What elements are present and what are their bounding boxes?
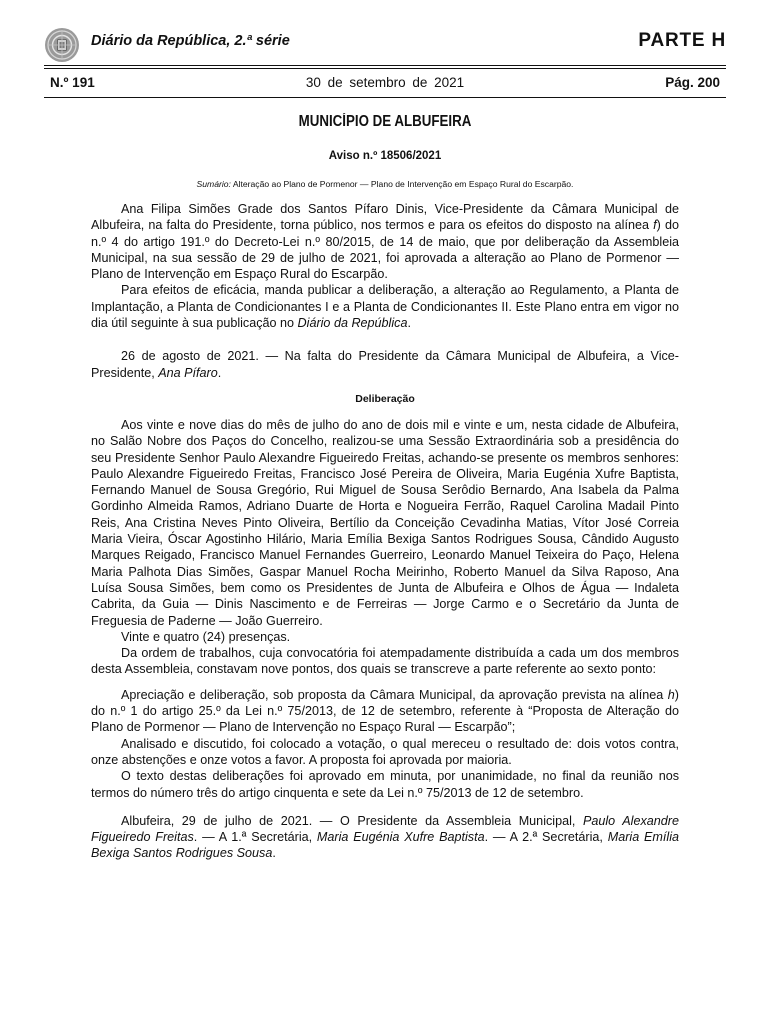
text-run: ) do n.º 4 do artigo 191.º do Decreto-Lei n.º 80/2015, de 14 de maio, que por deliberação da Assembleia Municipal, na sua sessão de 29 de julho de 2021, foi aprovada a alteração ao Plano de Pormenor — Plano de Intervenção em Espaço Rural do Escarpão. xyxy=(91,218,679,282)
coat-of-arms-icon xyxy=(44,27,80,63)
summary-label: Sumário: xyxy=(196,179,231,189)
deliberation-paragraph xyxy=(91,687,679,736)
text-run: . xyxy=(217,365,222,380)
text-run: ) do n.º 1 do artigo 25.º da Lei n.º 75/2013, de 12 de setembro, referente à “Proposta de Alteração do Plano de Pormenor — Plano de Intervenção no Espaço Rural — Escarpão”; xyxy=(91,687,679,735)
text-run: . — A 2.ª Secretária, xyxy=(484,830,608,845)
deliberation-paragraph: O texto destas deliberações foi aprovado em minuta, por unanimidade, no final da reunião nos termos do número três do artigo cinquenta e sete da Lei n.º 75/2013 de 12 de setembro. xyxy=(91,769,679,800)
text-run: . — A 1.ª Secretária, xyxy=(193,830,317,845)
text-run-italic: Ana Pífaro xyxy=(158,365,218,380)
summary-text: Alteração ao Plano de Pormenor — Plano de Intervenção em Espaço Rural do Escarpão. xyxy=(232,179,574,189)
deliberation-paragraph: Da ordem de trabalhos, cuja convocatória foi atempadamente distribuída a cada um dos membros desta Assembleia, constavam nove pontos, dos quais se transcreve a parte referente ao sexto ponto: xyxy=(91,646,679,677)
deliberation-heading: Deliberação xyxy=(355,392,415,405)
intro-paragraph xyxy=(91,201,679,282)
signatory-name: Maria Eugénia Xufre Baptista xyxy=(316,830,485,845)
text-run: . xyxy=(272,846,276,861)
final-signoff xyxy=(91,813,679,862)
issue-info xyxy=(50,75,720,93)
text-run: Apreciação e deliberação, sob proposta da Câmara Municipal, da aprovação prevista na alínea xyxy=(121,687,668,702)
summary xyxy=(91,178,679,190)
deliberation-paragraph: Aos vinte e nove dias do mês de julho do ano de dois mil e vinte e um, nesta cidade de Albufeira, no Salão Nobre dos Paços do Concelho, realizou-se uma Sessão Extraordinária sob a presidência do seu Presidente Senhor Paulo Alexandre Figueiredo Freitas, achando-se presente os membros senhores: Paulo Alexandre Figueiredo Freitas, Francisco José Pereira de Oliveira, Maria Eugénia Xufre Baptista, Fernando Manuel de Sousa Gregório, Rui Miguel de Sousa Serôdio Bernardo, Ana Isabela da Palma Gordinho Almeida Ramos, Adriano Duarte de Horta e Nogueira Ferrão, Raquel Carolina Madail Pinto Reis, Ana Cristina Neves Pinto Oliveira, Bertílio da Conceição Cevadinha Matias, Vítor José Correia Maria Vieira, Óscar Agostinho Hilário, Maria Emília Bexiga Santos Rodrigues Sousa, Cândido Augusto Marques Reigado, Francisco Manuel Fernandes Guerreiro, Leonardo Manuel Teixeira do Paço, Helena Maria Palhota Dias Simões, Gaspar Manuel Rocha Meirinho, Roberto Manuel da Silva Raposo, Ana Luísa Sousa Simões, bem como os Presidentes de Junta de Albufeira e Olhos de Água — Indaleta Cabrita, da Guia — Dinis Nascimento e de Ferreiras — Jorge Carmo e o Secretário da Junta de Freguesia de Paderne — João Guerreiro. xyxy=(91,417,679,628)
gazette-title: Diário da República, 2.ª série xyxy=(91,33,290,49)
organization-title: MUNICÍPIO DE ALBUFEIRA xyxy=(298,113,472,130)
part-label: PARTE H xyxy=(638,30,726,51)
text-run-italic: Diário da República xyxy=(297,316,408,331)
header-rule xyxy=(44,65,726,66)
text-run-italic: h xyxy=(667,687,675,702)
text-run: Ana Filipa Simões Grade dos Santos Pífaro Dinis, Vice-Presidente da Câmara Municipal de Albufeira, na falta do Presidente, torna público, nos termos e para os efeitos do disposto na alínea xyxy=(91,202,679,233)
page-number: Pág. 200 xyxy=(665,75,720,90)
document-body xyxy=(91,112,679,862)
signoff-paragraph xyxy=(91,348,679,381)
signatory-name: Paulo Alexandre Figueiredo Freitas xyxy=(91,813,679,845)
text-run: 26 de agosto de 2021. — Na falta do Presidente da Câmara Municipal de Albufeira, a Vice-Presidente, xyxy=(91,349,679,380)
notice-number: Aviso n.º 18506/2021 xyxy=(328,150,442,162)
issue-date: 30 de setembro de 2021 xyxy=(305,75,465,90)
text-run: . xyxy=(407,316,411,331)
issue-number: N.º 191 xyxy=(50,75,95,90)
intro-paragraph xyxy=(91,282,679,331)
header-rule xyxy=(44,68,726,69)
text-run-italic: f xyxy=(653,218,657,233)
deliberation-paragraph: Vinte e quatro (24) presenças. xyxy=(121,629,291,644)
signatory-name: Maria Emília Bexiga Santos Rodrigues Sousa xyxy=(91,830,680,861)
gazette-header xyxy=(44,26,726,62)
text-run: Para efeitos de eficácia, manda publicar a deliberação, a alteração ao Regulamento, a Planta de Implantação, a Planta de Condicionantes I e a Planta de Condicionantes II. Este Plano entra em vigor no dia útil seguinte à sua publicação no xyxy=(91,283,679,331)
issue-rule xyxy=(44,97,726,98)
deliberation-paragraph: Analisado e discutido, foi colocado a votação, o qual mereceu o resultado de: dois votos contra, onze abstenções e onze votos a favor. A proposta foi aprovada por maioria. xyxy=(91,736,679,767)
text-run: Albufeira, 29 de julho de 2021. — O Presidente da Assembleia Municipal, xyxy=(121,813,583,828)
